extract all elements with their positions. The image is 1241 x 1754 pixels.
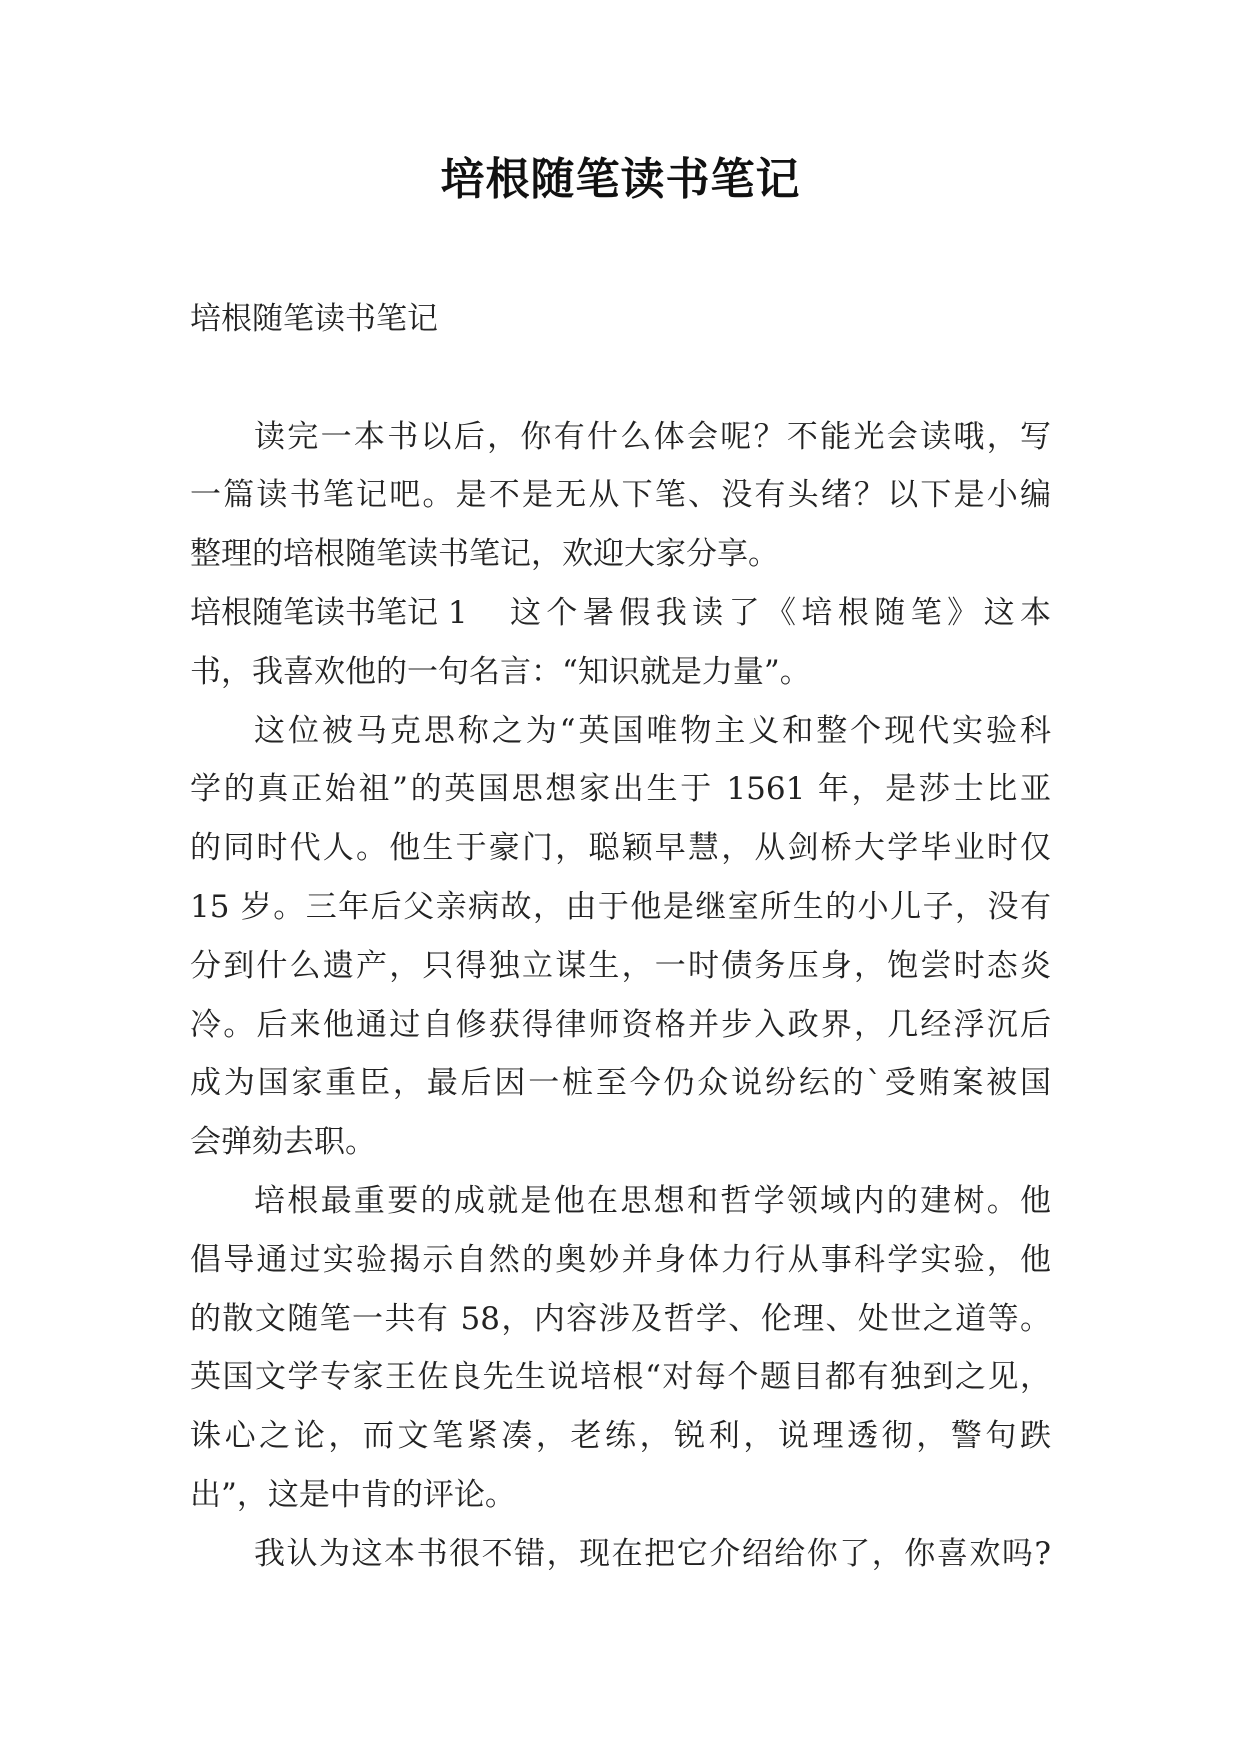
para2-line: 15 岁。三年后父亲病故，由于他是继室所生的小儿子，没有 (190, 888, 1051, 925)
intro-line: 一篇读书笔记吧。是不是无从下笔、没有头绪？以下是小编 (190, 477, 1051, 514)
note1-first-line (190, 584, 1051, 643)
para4-line: 我认为这本书很不错，现在把它介绍给你了，你喜欢吗? (254, 1535, 1051, 1572)
intro-line: 读完一本书以后，你有什么体会呢？不能光会读哦，写 (254, 418, 1051, 455)
para3-line: 英国文学专家王佐良先生说培根“对每个题目都有独到之见， (190, 1359, 1051, 1396)
para2-line: 会弹劾去职。 (190, 1124, 376, 1161)
para3-line: 诛心之论，而文笔紧凑，老练，锐利，说理透彻，警句跌 (190, 1418, 1051, 1455)
para3-line: 的散文随笔一共有 58，内容涉及哲学、伦理、处世之道等。 (190, 1300, 1051, 1337)
para3-line: 培根最重要的成就是他在思想和哲学领域内的建树。他 (254, 1182, 1051, 1219)
para3-line: 出”，这是中肯的评论。 (190, 1476, 516, 1513)
para2-line: 冷。后来他通过自修获得律师资格并步入政界，几经浮沉后 (190, 1006, 1051, 1043)
document-body (190, 290, 1051, 1584)
para2-line: 的同时代人。他生于豪门，聪颖早慧，从剑桥大学毕业时仅 (190, 830, 1051, 867)
para2-line: 分到什么遗产，只得独立谋生，一时债务压身，饱尝时态炎 (190, 947, 1051, 984)
para3-line: 倡导通过实验揭示自然的奥妙并身体力行从事科学实验，他 (190, 1241, 1051, 1278)
para2-line: 这位被马克思称之为“英国唯物主义和整个现代实验科 (254, 712, 1051, 749)
intro-line: 整理的培根随笔读书笔记，欢迎大家分享。 (190, 536, 779, 573)
para2-line: 学的真正始祖”的英国思想家出生于 1561 年，是莎士比亚 (190, 771, 1051, 808)
para2-line: 成为国家重臣，最后因一桩至今仍众说纷纭的`受贿案被国 (190, 1065, 1051, 1102)
document-title: 培根随笔读书笔记 (440, 154, 801, 205)
note1-heading: 培根随笔读书笔记 1 (190, 594, 468, 631)
note1-first: 这个暑假我读了《培根随笔》这本 (510, 594, 1051, 631)
blank-line (190, 349, 1051, 408)
note1-second-line: 书，我喜欢他的一句名言：“知识就是力量”。 (190, 653, 811, 690)
subtitle: 培根随笔读书笔记 (190, 301, 438, 337)
